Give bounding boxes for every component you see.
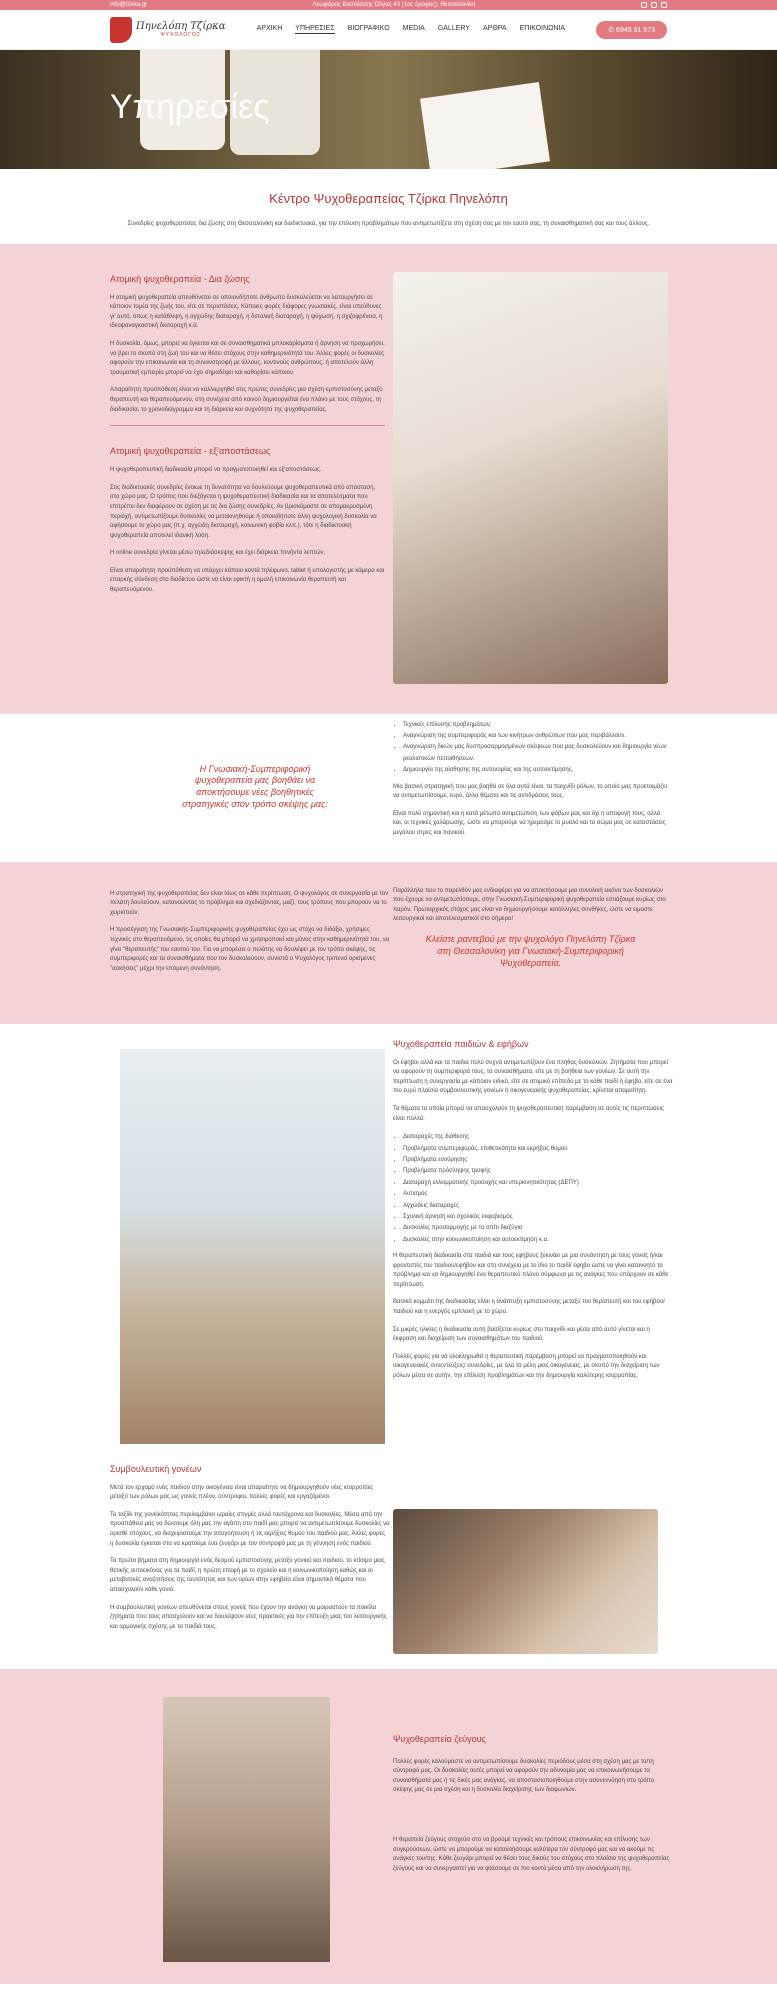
facebook-icon[interactable] bbox=[641, 2, 647, 8]
paragraph: Τα θέματα τα οποία μπορεί να απασχολούν τη ψυχοθεραπευτική παρέμβαση σε αυτές τις περιπτώσεις είναι πολλά: bbox=[393, 1105, 664, 1122]
page-title: Υπηρεσίες bbox=[110, 88, 270, 126]
menu-item-articles[interactable]: ΑΡΘΡΑ bbox=[483, 25, 507, 32]
paragraph: Είναι πολύ σημαντική και η κατά μέτωπο αντιμετώπιση των φόβων μας και όχι η αποφυγή τους, αλλά και, οι τεχνικές χαλάρωσης, ώστε να μπορούμε να ηρεμούμε το μυαλό και το σώμα μας σε καταστάσεις μεγάλου στρες και πανικού. bbox=[393, 810, 666, 836]
intro bbox=[0, 169, 777, 244]
paragraph: Πολλές φορές για να ολοκληρωθεί η θεραπευτική παρέμβαση μπορεί να πραγματοποιηθούν και οικογενειακές συνεντεύξεις/ συνεδρίες, με όλα τα μέλη μιας οικογένειας, με σκοπό την διαχείριση των ρόλων μέσα σε αυτήν, την επίλυση προβλημάτων και την δημιουργία καλύτερης ισορροπίας. bbox=[393, 1353, 660, 1379]
menu-item-home[interactable]: ΑΡΧΙΚΗ bbox=[256, 25, 283, 32]
paragraph: Είναι απαραίτητη προϋπόθεση να υπάρχει κάποιο κοντά τηλέφωνο, tablet ή υπολογιστής με κάμερα και επαρκής σύνδεση στο διαδίκτυο ώστε να είναι εφικτή η ομαλή επικοινωνία θεραπευτή και θεραπευόμενου. bbox=[110, 567, 385, 594]
section-cbt-strategies bbox=[0, 714, 777, 862]
section-parent-counseling bbox=[0, 1444, 777, 1669]
list-item: • Διαταραχές της διάθεσης bbox=[403, 1132, 673, 1143]
section-title: Ατομική ψυχοθεραπεία - Δια ζώσης bbox=[110, 273, 250, 284]
family-sofa-photo bbox=[393, 1509, 658, 1654]
list-item: • Τεχνικές επίλυσης προβλημάτων. bbox=[403, 720, 668, 731]
list-item: • Δυσκολίες προσαρμογής με το σπίτι διαζύγιο bbox=[403, 1223, 673, 1234]
hero-business-card-image bbox=[420, 82, 550, 169]
paragraph: Στις διαδικτυακές συνεδρίες ένοιωε τη δυνατότητα να δουλεύουμε ψυχοθεραπευτικά από απόσταση, στο χώρο μας. Ο τρόπος που διεξάγεται η ψυχοθεραπευτική διαδικασία και τα αποτελέσματα που επιτρέπει δεν διαφέρουν σε σχέση με τις δια ζώσης συνεδρίες. Αν βρισκόμαστε σε απομακρυσμένη περιοχή, αντιμετωπίζουμε δυσκολίες να μετακινηθούμε ή οποιαδήποτε άλλη ψυχολογική δυσκολία να αφήσουμε το χώρο μας (π.χ. αγχώδη διαταραχή, κοινωνική φοβία κλπ.), τότε η διαδικτυακή ψυχοθεραπεία αποτελεί ιδανική λύση. bbox=[110, 484, 377, 539]
phone-icon: ✆ bbox=[608, 26, 617, 34]
cbt-quote: Η Γνωσιακή-Συμπεριφορική ψυχοθεραπεία μας βοηθάει να αποκτήσουμε νέες βοηθητικές στρατηγικές στον τρόπο σκέψης μας: bbox=[182, 763, 328, 809]
divider bbox=[110, 425, 385, 426]
paragraph: Η προσέγγιση της Γνωσιακής-Συμπεριφορικής ψυχοθεραπείας έχει ως στόχο να διδάξει, χρήσιμες τεχνικές στο θεραπευόμενο, τις οποίες θα μπορεί να χρησιμοποιεί και μόνος στην καθημερινότητά του, να γίνει "θεραπευτής" του εαυτού του. Για να μπορέσει ο πελάτης να δουλέψει με τον τρόπο σκέψης, τις συμπεριφορές και τα συναισθήματα που τον δυσκολεύουν, συνιστά ο Ψυχολόγος τριπενεί ορισμένες "ασκήσεις" μέχρι την επόμενη συνάντηση. bbox=[110, 927, 390, 972]
linkedin-icon[interactable] bbox=[661, 2, 667, 8]
paragraph: Η ατομική ψυχοθεραπεία απευθύνεται σε οποιονδήποτε άνθρωπο δυσκολεύεται να λειτουργήσει σε κάποιον τομέα της ζωής του, είτε σε περιστάσεις. Κάποιες φορές διάφορες γνωσιακές, είναι υπεύθυνες γι' αυτό, όπως η κατάθλιψη, η αγχώδης διαταραχή, η διπολική διαταραχή, η ψύχωση, η σχιζοφρένεια, η ιδεοψαναγκαστική διαταραχή κ.ά. bbox=[110, 294, 383, 330]
instagram-icon[interactable] bbox=[651, 2, 657, 8]
phone-number: 6945 91 573 bbox=[616, 26, 655, 34]
list-item: • Προβλήματα πρόσληψης τροφής bbox=[403, 1166, 673, 1177]
list-item: • Σχολική άρνηση και σχολικός εκφοβισμός bbox=[403, 1212, 673, 1223]
paragraph: Η στρατηγική της ψυχοθεραπείας δεν είναι ίσως σε κάθε περίπτωση. Ο ψυχολόγος σε συνεργασία με τον πελάτη δουλεύουν, κατανοώντας το πρόβλημα και σχεδιάζοντας, μαζί, τους τρόπους που μπορούν να το χειριστούν. bbox=[110, 890, 389, 916]
strategies-list bbox=[393, 720, 668, 777]
list-item: • Αγχώδεις διαταραχές bbox=[403, 1201, 673, 1212]
paragraph: Τα πρώτα βήματα στη δημιουργία ενός δεσμού εμπιστοσύνης μεταξύ γονιού και παιδιού, το κτίσιμο μιας θετικής αυτοεικόνας για τα παιδί, η πρώτη επαφή με το σχολείο και η κοινωνικοποίηση καθώς και οι μεταβατικές αναζητήσεις της ταυτότητας και των ορίων στην εφηβεία είναι σημαντικά θέματα που απασχολούν κάθε γονιό. bbox=[110, 1558, 385, 1593]
section-children-teens bbox=[0, 1024, 777, 1444]
section-title: Συμβουλευτική γονέων bbox=[110, 1463, 202, 1474]
menu-item-gallery[interactable]: GALLERY bbox=[437, 25, 470, 32]
holding-hands-photo bbox=[163, 1697, 330, 1962]
intro-title: Κέντρο Ψυχοθεραπείας Τζίρκα Πηνελόπη bbox=[269, 191, 508, 206]
paragraph: Η θεραπεία ζεύγους στοχεύει στο να βρούμε τεχνικές και τρόπους επικοινωνίας και επίλυσης των συγκρούσεων, ώστε να μπορούμε να κατανοήσουμε καλύτερα τον σύντροφό μας και να ακούμε τις ανάγκες του/της. Κάθε ζευγάρι μπορεί να θέσει τους δικούς του στόχους στο πλαίσιο της ψυχοθεραπείας ζεύγους και να συνεργαστεί για να φτάσουμε σε πιο κοντά μέσα από την ολοκλήρωση της. bbox=[393, 1836, 670, 1872]
logo-subtitle: ΨΥΧΟΛΟΓΟΣ bbox=[160, 31, 201, 38]
topbar bbox=[0, 0, 777, 10]
hero-banner bbox=[0, 50, 777, 169]
paragraph: Η συμβουλευτική γονέων απευθύνεται στους γονείς που έχουν την ανάγκη να μοιραστούν τα ποικίλα ζητήματα που τους απασχολούν και να δουλέψουν νέες πρακτικές για την επίτευξη μιας πιο λειτουργικής και αρμονικής σχέσης με τα παιδιά τους. bbox=[110, 1604, 387, 1630]
paragraph: Η online συνεδρία γίνεται μέσω τηλεδιάσκεψης και έχει διάρκεια πενήντα λεπτών. bbox=[110, 550, 326, 557]
section-title: Ατομική ψυχοθεραπεία - εξ'αποστάσεως bbox=[110, 446, 271, 457]
topbar-address: Λεωφόρος Βασιλίσσης Όλγας 43 (1ος όροφος), Θεσσαλονίκη bbox=[312, 2, 476, 8]
paragraph: Οι έφηβοι αλλά και τα παιδιά πολύ συχνά αντιμετωπίζουν ένα πλήθος δυσκολιών. Ζητήματα που μπορεί να αφορούν τη συμπεριφορά τους, τα συναισθήματα, είτε με τη βοήθεια των γονέων. Σε αυτή την περίπτωση η συνεργασία με κάποιον ειδικό, είτε σε ατομικό επίπεδο με το κάθε παιδί ή έφηβο, είτε σε ένα πιο ευρύ πλαίσιο συμβουλευτικής γονέων ή οικογενειακής ψυχοθεραπείας, κρίνεται απαραίτητη. bbox=[393, 1059, 673, 1095]
list-item: • Αναγνώριση δικών μας δυσπροσαρμοσμένων σκέψεων που μας δυσκολεύουν και δημιουργία νέων ρεαλιστικών πεποιθήσεων. bbox=[403, 742, 668, 765]
paragraph: Η ψυχοθεραπευτική διαδικασία μπορεί να πραγματοποιηθεί και εξ'αποστάσεως. bbox=[110, 467, 322, 474]
therapy-session-photo bbox=[393, 272, 668, 684]
list-item: • Δημιουργία της αίσθησης της αυτονομίας και της αυτοεκτίμησης. bbox=[403, 765, 668, 776]
list-item: • Δυσκολίες στην κοινωνικοποίηση και αυτοεκτίμηση κ.α. bbox=[403, 1235, 673, 1246]
list-item: • Προβλήματα συμπεριφοράς, επιθετικότητα και εκρήξεις θυμού bbox=[403, 1144, 673, 1155]
topbar-email[interactable]: info@tzirka.gr bbox=[110, 2, 148, 8]
paragraph: Πολλές φορές καλούμαστε να αντιμετωπίσουμε δυσκολίες περιόδους μέσα στη σχέση μας με το/τη σύντροφό μας. Οι δυσκολίες αυτές μπορεί να αφορούν την αδυναμία μας να επικοινωνήσουμε τα συναισθήματά μας ή τις δικές μας ανάγκες, να αποστασιοποιηθούμε στην ασυνεννόηση στο τρόπο σκέψης μας σε μια σχέση και η δυσκολία διαχείρισης των διαφωνιών. bbox=[393, 1758, 655, 1794]
menu-item-media[interactable]: MEDIA bbox=[402, 25, 425, 32]
list-item: • Προβλήματα ενούρησης bbox=[403, 1155, 673, 1166]
site-logo[interactable] bbox=[110, 17, 225, 43]
section-individual-therapy bbox=[0, 244, 777, 714]
social-icons bbox=[641, 2, 667, 8]
list-item: • Αυτισμός bbox=[403, 1189, 673, 1200]
logo-title: Πηνελόπη Τζίρκα bbox=[136, 20, 226, 32]
section-title: Ψυχοθεραπεία ζεύγους bbox=[393, 1733, 486, 1744]
paragraph: Παράλληλα που το παρελθόν μας ενδιαφέρει για να αποκτήσουμε μια συνολική εικόνα των δυσκολιών που έχουμε να αντιμετωπίσουμε, στην Γνωσιακή-Συμπεριφορική ψυχοθεραπεία εστιάζουμε κυρίως στο παρόν. Πρωταρχικός στόχος μας είναι να δημιουργήσουμε κατάλληλες συνθήκες, ώστε να ειμαστε λειτουργικοί και αποτελεσματικοί στο σήμερα! bbox=[393, 887, 666, 923]
logo-mark-icon bbox=[110, 17, 132, 43]
menu-item-contact[interactable]: ΕΠΙΚΟΙΝΩΝΙΑ bbox=[519, 25, 566, 32]
paragraph: Μετά τον ερχομό ενός παιδιού στην οικογένεια είναι απαραίτητο να δημιουργηθούν νέες ισορροπίες μεταξύ των ρόλων μας ως γονείς πλέον, σύντροφοι, πολλές φορές και εργαζόμενοι. bbox=[110, 1484, 374, 1501]
section-title: Ψυχοθεραπεία παιδιών & εφήβων bbox=[393, 1038, 529, 1049]
section-couples-therapy bbox=[0, 1669, 777, 1984]
paragraph: Βασικό κομμάτι της διαδικασίας είναι η ανάπτυξη εμπιστοσύνης μεταξύ του θεραπευτή και του εφήβου/παιδιού και η ενεργός εμπλοκή με το χώρο. bbox=[393, 1299, 665, 1316]
main-nav bbox=[0, 10, 777, 50]
paragraph: Σε μικρές ηλικίες η διαδικασία αυτή βασίζεται κυρίως στο παιχνίδι και μέσα από αυτό γίνεται και η έκφραση και διαχείριση των συναισθημάτων του παιδιού. bbox=[393, 1326, 650, 1343]
appointment-quote: Κλείστε ραντεβού με την ψυχολόγο Πηνελόπη Τζίρκα στη Θεσσαλονίκη για Γνωσιακή-Συμπεριφορική Ψυχοθεραπεία. bbox=[425, 933, 636, 969]
paragraph: Μια βασική στρατηγική που μας βοηθά σε όλα αυτά είναι, τα παιχνίδι ρόλων, το οποίο μας προετοιμάζει να αντιμετωπίσουμε, ευρύ, άλλα θέματα και τις αντιδράσεις τους. bbox=[393, 783, 667, 800]
menu bbox=[257, 25, 565, 34]
menu-item-bio[interactable]: ΒΙΟΓΡΑΦΙΚΟ bbox=[347, 25, 390, 32]
paragraph: Η θεραπευτική διαδικασία στα παιδιά και τους εφήβους ξεκινάει με μια συνάντηση με τους γονείς ή/και φροντιστές του παιδιού/εφήβου και στη συνέχεια με το ίδιο το παιδί/ έφηβο ώστε να γίνει κατανοητό το πρόβλημα και να δημιουργηθεί ένα θεραπευτικό πλάνο σύμφωνα με τις ανάγκες που υπάρχουν σε κάθε περίπτωση. bbox=[393, 1253, 669, 1288]
list-item: • Αναγνώριση της συμπεριφοράς και των κινήτρων ανθρώπων που μας περιβάλλουν. bbox=[403, 731, 668, 742]
menu-item-services[interactable]: ΥΠΗΡΕΣΙΕΣ bbox=[295, 25, 335, 32]
list-item: • Διαταραχή ελλειμματικής προσοχής και υπερκινητικότητας (ΔΕΠΥ) bbox=[403, 1178, 673, 1189]
paragraph: Απαραίτητη προϋπόθεση είναι να καλλιεργηθεί στις πρώτες συνεδρίες μια σχέση εμπιστοσύνης μεταξύ θεραπευτή και θεραπευόμενου, στη συνέχεια από κοινού δημιουργείται ένα πλάνο με τους στόχους, τη διαδικασία, το χρονοδιάγραμμα και τη διάρκεια και συχνότητα της ψυχοθεραπείας. bbox=[110, 387, 383, 413]
section-cbt-details bbox=[0, 862, 777, 1024]
paragraph: Η δυσκολία, όμως, μπορεί να έγκειται και σε συναισθηματικά μπλοκαρίσματα ή άρνηση να προχωρήσει, να βρει το σκοπό στη ζωή του και να θέσει στόχους στην καθημερινότητά του. Άλλες φορές οι δυσκολίες αφορούν την επικοινωνία και τη συνανστροφή με άλλους, κοντινούς ανθρώπους, ή αποτελούν άλλη τραυματική εμπειρία μπορεί να έχει σημαδέψει και καθορίσει κάποιον. bbox=[110, 340, 385, 376]
family-hug-photo bbox=[120, 1049, 385, 1447]
paragraph: Το ταξίδι της γονεϊκότητας περιλαμβάνει ωραίες στιγμές αλλά ταυτόχρονα και δυσκολίες. Μέσα από την προσπάθεια μας να δώσουμε όλη μας την αγάπη στο παιδί μας μπορεί να αντιμετωπίσουμε δυσκολίες να ορισθέ στόχους, να διαχειριστούμε την απογοήτευση ή τις εκρήξεις θυμού του παιδιού μας. Άλλες φορές η δυσκολία έγκειται στα να κρατούμε ένα ζευγάρι με τον σύντροφό μας με τη γέννηση ενός παιδιού. bbox=[110, 1511, 390, 1547]
phone-button[interactable] bbox=[596, 21, 667, 39]
intro-text: Συνεδρίες ψυχοθεραπείας δια ζώσης στη Θεσσαλονίκη και διαδικτυακά, για την επίλυση προβλημάτων που αντιμετωπίζετε στη σχέση σας με τον εαυτό σας, τη συναισθηματική σας και τους άλλους. bbox=[127, 221, 650, 227]
issues-list bbox=[393, 1132, 673, 1246]
